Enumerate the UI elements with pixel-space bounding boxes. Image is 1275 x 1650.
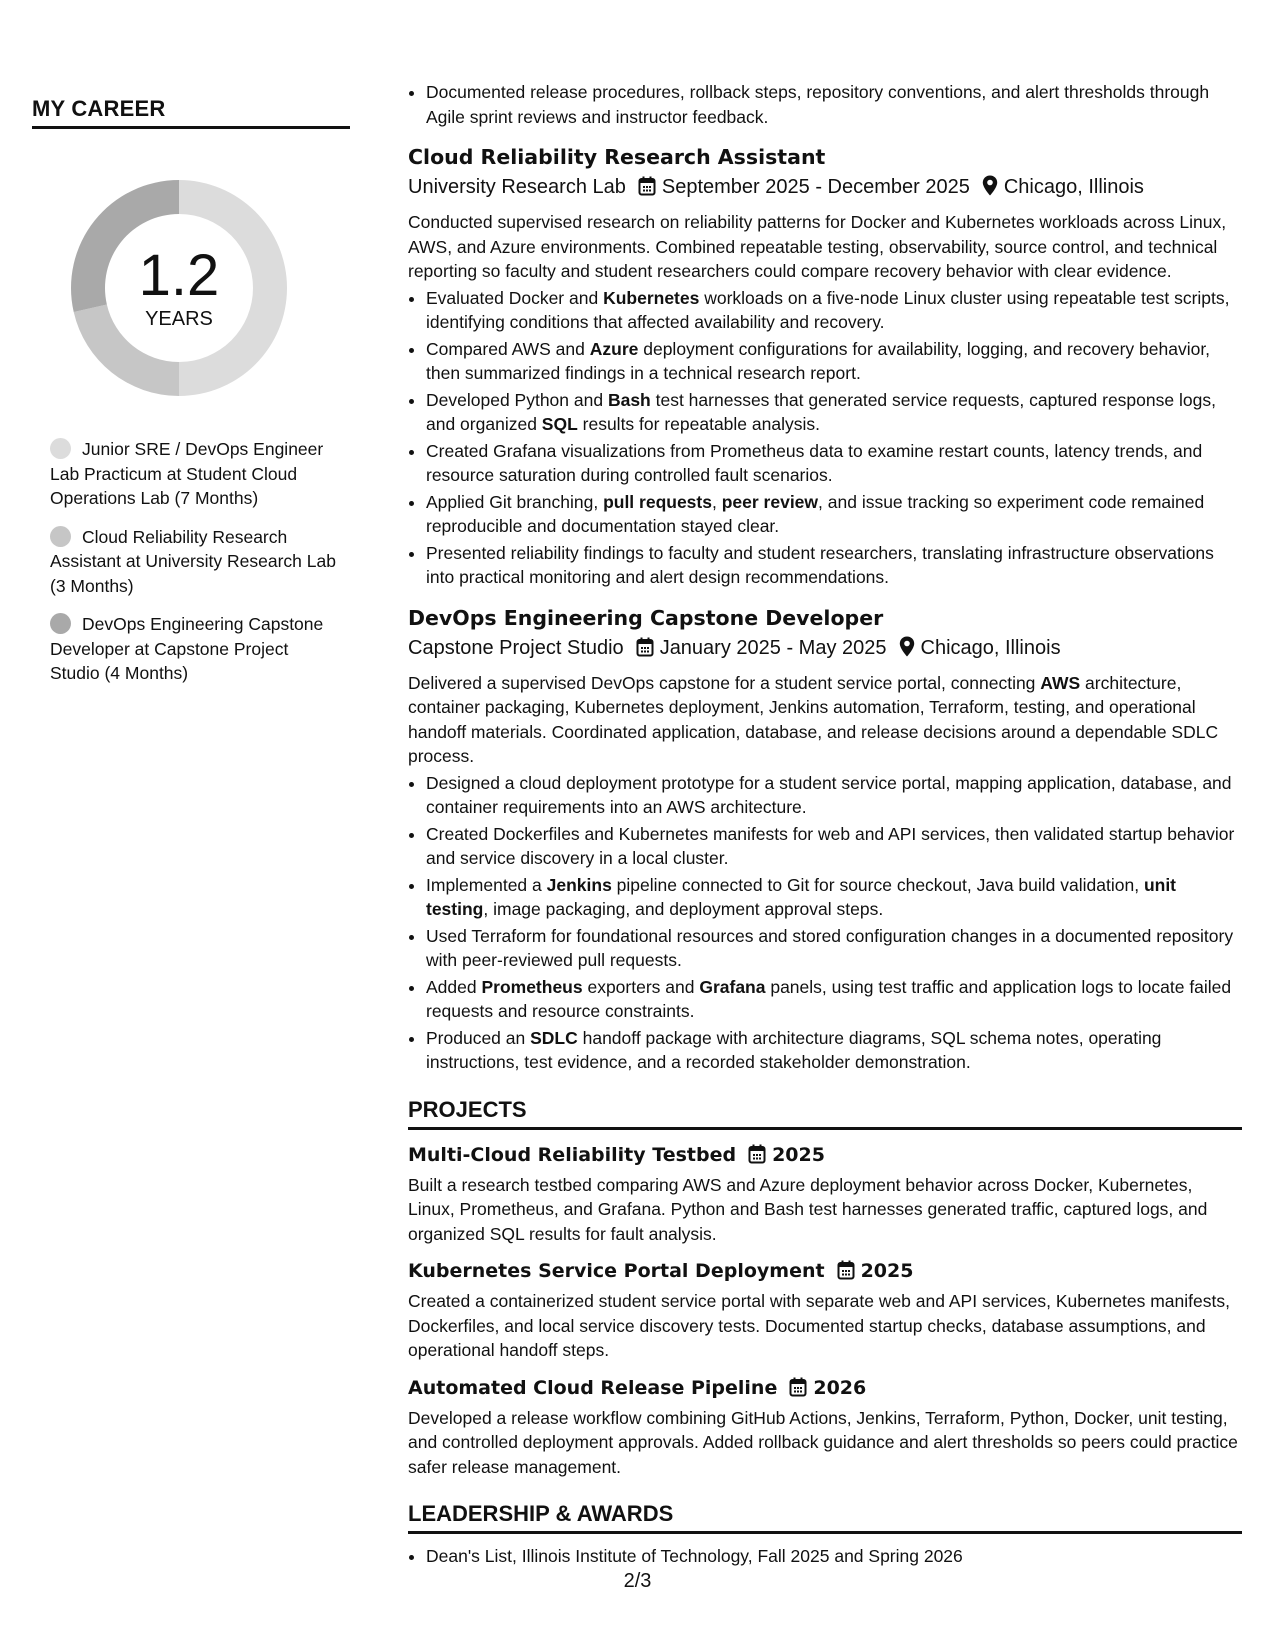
legend-item (50, 525, 340, 599)
location-pin-icon (982, 175, 998, 204)
legend-label: Junior SRE / DevOps Engineer Lab Practicum at Student Cloud Operations Lab (7 Months) (50, 439, 324, 508)
project-description: Built a research testbed comparing AWS and Azure deployment behavior across Docker, Kubernetes, Linux, Prometheus, and Grafana. Python and Bash test harnesses generated traffic, captured logs, and organized SQL results for fault analysis. (408, 1174, 1208, 1244)
projects-heading: PROJECTS (408, 1097, 1242, 1130)
job-bullets (408, 286, 1242, 590)
bullet-item: • Designed a cloud deployment prototype for a student service portal, mapping application, database, and container requirements into an AWS architecture. (426, 771, 1242, 820)
continued-bullets (408, 80, 1242, 129)
project-title (408, 1377, 1242, 1402)
donut-center (64, 173, 294, 403)
job-dates: January 2025 - May 2025 (659, 636, 887, 659)
career-sidebar (32, 96, 350, 700)
career-title: MY CAREER (32, 96, 350, 129)
project-year: 2025 (772, 1143, 825, 1166)
job-company: Capstone Project Studio (408, 636, 624, 659)
legend-item (50, 437, 340, 511)
experience-list (408, 145, 1242, 1075)
bullet-item: • Applied Git branching, pull requests, peer review, and issue tracking so experiment code remained reproducible and documentation stayed clear. (426, 490, 1242, 539)
bullet-item: • Used Terraform for foundational resources and stored configuration changes in a documented repository with peer-reviewed pull requests. (426, 924, 1242, 973)
job-description: Delivered a supervised DevOps capstone for a student service portal, connecting AWS architecture, container packaging, Kubernetes deployment, Jenkins automation, Terraform, testing, and operational handoff materials. Coordinated application, database, and release decisions around a dependable SDLC process. (408, 672, 1219, 766)
project-name: Multi-Cloud Reliability Testbed (408, 1143, 737, 1166)
bullet-item: • Added Prometheus exporters and Grafana panels, using test traffic and application logs to locate failed requests and resource constraints. (426, 975, 1242, 1024)
project-title (408, 1260, 1242, 1285)
leadership-heading: LEADERSHIP & AWARDS (408, 1501, 1242, 1534)
job-meta (408, 634, 1242, 665)
bullet-item: • Evaluated Docker and Kubernetes workloads on a five-node Linux cluster using repeatable test scripts, identifying conditions that affected availability and recovery. (426, 286, 1242, 335)
project-description: Developed a release workflow combining GitHub Actions, Jenkins, Terraform, Python, Docker, unit testing, and controlled deployment approvals. Added rollback guidance and alert thresholds so peers could practice safer release management. (408, 1407, 1238, 1477)
project-entry (408, 1144, 1242, 1247)
calendar-icon (638, 176, 656, 204)
job-description: Conducted supervised research on reliability patterns for Docker and Kubernetes workloads across Linux, AWS, and Azure environments. Combined repeatable testing, observability, source control, and technical reporting so faculty and student researchers could compare recovery behavior with clear evidence. (408, 212, 1227, 281)
project-title (408, 1144, 1242, 1169)
legend-label: Cloud Reliability Research Assistant at University Research Lab (3 Months) (50, 526, 336, 596)
award-item: • Dean's List, Illinois Institute of Technology, Fall 2025 and Spring 2026 (426, 1544, 1242, 1569)
project-entry (408, 1260, 1242, 1363)
project-year: 2025 (860, 1260, 914, 1282)
calendar-icon (789, 1377, 807, 1402)
bullet-item: • Created Dockerfiles and Kubernetes manifests for web and API services, then validated startup behavior and service discovery in a local cluster. (426, 822, 1242, 871)
leadership-list (408, 1544, 1242, 1569)
total-years-value: 1.2 (138, 242, 220, 308)
bullet-item: • Compared AWS and Azure deployment configurations for availability, logging, and recovery behavior, then summarized findings in a technical research report. (426, 337, 1242, 386)
job-location: Chicago, Illinois (920, 636, 1061, 659)
legend-item (50, 612, 340, 686)
page-number: 2/3 (623, 1570, 652, 1592)
job-bullets (408, 771, 1242, 1075)
legend-label: DevOps Engineering Capstone Developer at Capstone Project Studio (4 Months) (50, 614, 324, 683)
bullet-item: • Developed Python and Bash test harnesses that generated service requests, captured response logs, and organized SQL results for repeatable analysis. (426, 388, 1242, 437)
job-title: Cloud Reliability Research Assistant (408, 145, 826, 169)
bullet-item: • Presented reliability findings to faculty and student researchers, translating infrastructure observations into practical monitoring and alert design recommendations. (426, 541, 1242, 590)
project-year: 2026 (813, 1376, 867, 1399)
legend-dot (50, 438, 71, 459)
job-entry (408, 145, 1242, 590)
calendar-icon (748, 1144, 766, 1169)
career-legend (50, 437, 340, 686)
bullet-item: • Produced an SDLC handoff package with architecture diagrams, SQL schema notes, operating instructions, test evidence, and a recorded stakeholder demonstration. (426, 1026, 1242, 1075)
project-name: Kubernetes Service Portal Deployment (408, 1260, 825, 1282)
legend-dot (50, 526, 71, 547)
total-years-unit: YEARS (145, 307, 213, 330)
bullet-item: • Documented release procedures, rollback steps, repository conventions, and alert thresholds through Agile sprint reviews and instructor feedback. (426, 80, 1242, 129)
projects-list (408, 1144, 1242, 1480)
calendar-icon (837, 1260, 855, 1285)
location-pin-icon (899, 636, 915, 665)
bullet-item: • Implemented a Jenkins pipeline connected to Git for source checkout, Java build validation, unit testing, image packaging, and deployment approval steps. (426, 873, 1242, 922)
career-donut-chart (64, 173, 294, 403)
job-dates: September 2025 - December 2025 (661, 176, 970, 198)
main-content (408, 80, 1242, 1571)
bullet-item: • Created Grafana visualizations from Prometheus data to examine restart counts, latency trends, and resource saturation during controlled fault scenarios. (426, 439, 1242, 488)
job-location: Chicago, Illinois (1003, 176, 1144, 198)
project-entry (408, 1377, 1242, 1480)
project-description: Created a containerized student service portal with separate web and API services, Kubernetes manifests, Dockerfiles, and local service discovery tests. Documented startup checks, database assumptions, and operational handoff steps. (408, 1291, 1230, 1360)
job-meta (408, 173, 1242, 204)
calendar-icon (636, 637, 654, 665)
legend-dot (50, 613, 71, 634)
project-name: Automated Cloud Release Pipeline (408, 1376, 778, 1399)
job-title: DevOps Engineering Capstone Developer (408, 605, 884, 630)
job-company: University Research Lab (408, 176, 626, 198)
job-entry (408, 606, 1242, 1075)
